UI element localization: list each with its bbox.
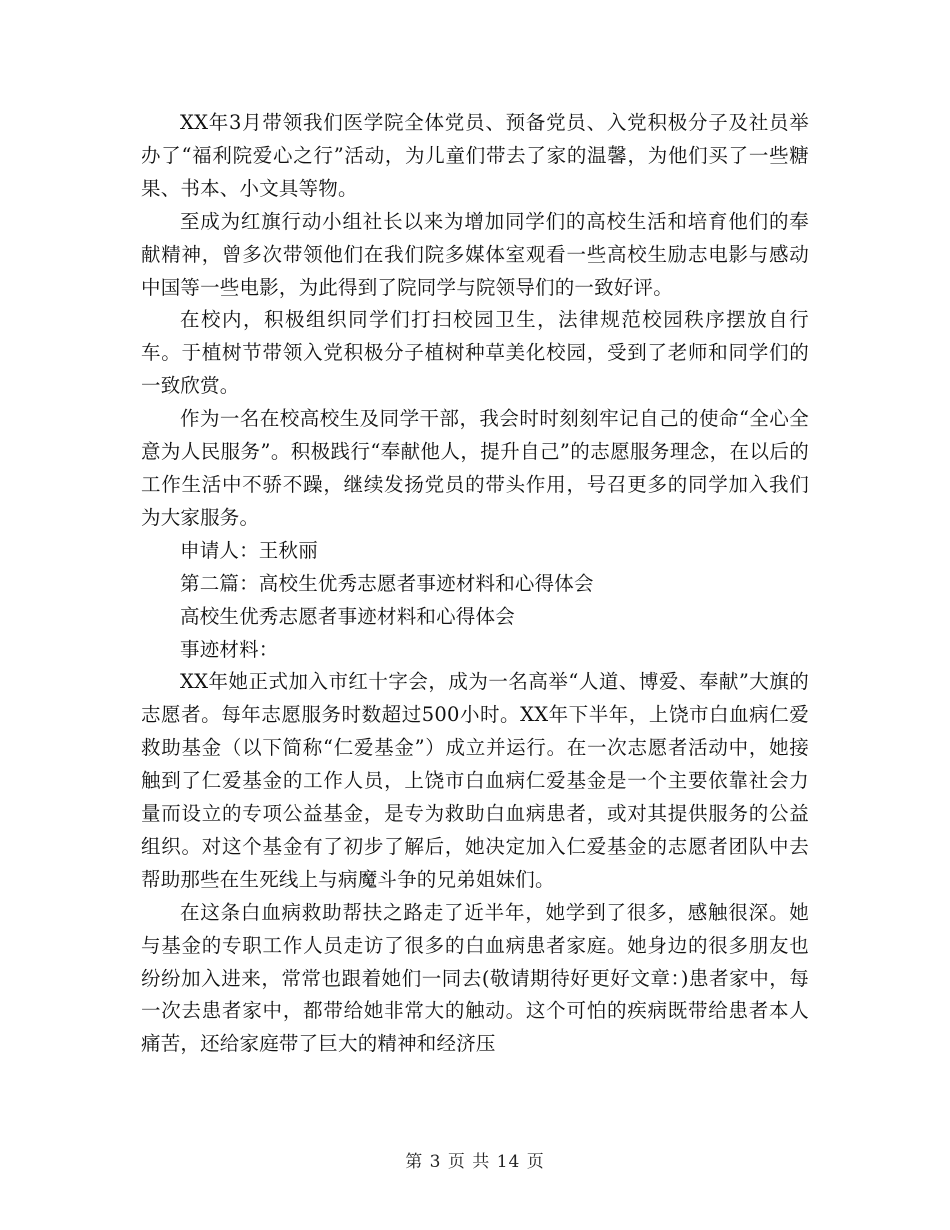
paragraph-mission: 作为一名在校高校生及同学干部，我会时时刻刻牢记自己的使命“全心全意为人民服务”。积极践行“奉献他人，提升自己”的志愿服务理念，在以后的工作生活中不骄不躁，继续发扬党员的带头作用，号召更多的同学加入我们为大家服务。 — [141, 407, 809, 529]
paragraph-welfare-activity: XX年3月带领我们医学院全体党员、预备党员、入党积极分子及社员举办了“福利院爱心之行”活动，为儿童们带去了家的温馨，为他们买了一些糖果、书本、小文具等物。 — [141, 111, 809, 200]
section-title: 高校生优秀志愿者事迹材料和心得体会 — [180, 604, 515, 628]
paragraph-leukemia-aid: 在这条白血病救助帮扶之路走了近半年，她学到了很多，感触很深。她与基金的专职工作人员走访了很多的白血病患者家庭。她身边的很多朋友也纷纷加入进来，常常也跟着她们一同去(敬请期待好更好文章：)患者家中，每一次去患者家中，都带给她非常大的触动。这个可怕的疾病既带给患者本人痛苦，还给家庭带了巨大的精神和经济压 — [141, 900, 809, 1056]
section-heading: 第二篇：高校生优秀志愿者事迹材料和心得体会 — [180, 571, 594, 595]
paragraph-campus-work: 在校内，积极组织同学们打扫校园卫生，法律规范校园秩序摆放自行车。于植树节带领入党积极分子植树种草美化校园，受到了老师和同学们的一致欣赏。 — [141, 308, 809, 398]
applicant-line: 申请人：王秋丽 — [180, 538, 318, 562]
materials-label: 事迹材料： — [180, 637, 279, 661]
paragraph-red-flag-group: 至成为红旗行动小组社长以来为增加同学们的高校生活和培育他们的奉献精神，曾多次带领他们在我们院多媒体室观看一些高校生励志电影与感动中国等一些电影，为此得到了院同学与院领导们的一致好评。 — [141, 209, 809, 299]
paragraph-red-cross: XX年她正式加入市红十字会，成为一名高举“人道、博爱、奉献”大旗的志愿者。每年志愿服务时数超过500小时。XX年下半年，上饶市白血病仁爱救助基金（以下简称“仁爱基金”）成立并运行。在一次志愿者活动中，她接触到了仁爱基金的工作人员，上饶市白血病仁爱基金是一个主要依靠社会力量而设立的专项公益基金，是专为救助白血病患者，或对其提供服务的公益组织。对这个基金有了初步了解后，她决定加入仁爱基金的志愿者团队中去帮助那些在生死线上与病魔斗争的兄弟姐妹们。 — [141, 670, 809, 891]
body-text — [141, 107, 809, 1061]
page-footer: 第 3 页 共 14 页 — [405, 1152, 545, 1172]
